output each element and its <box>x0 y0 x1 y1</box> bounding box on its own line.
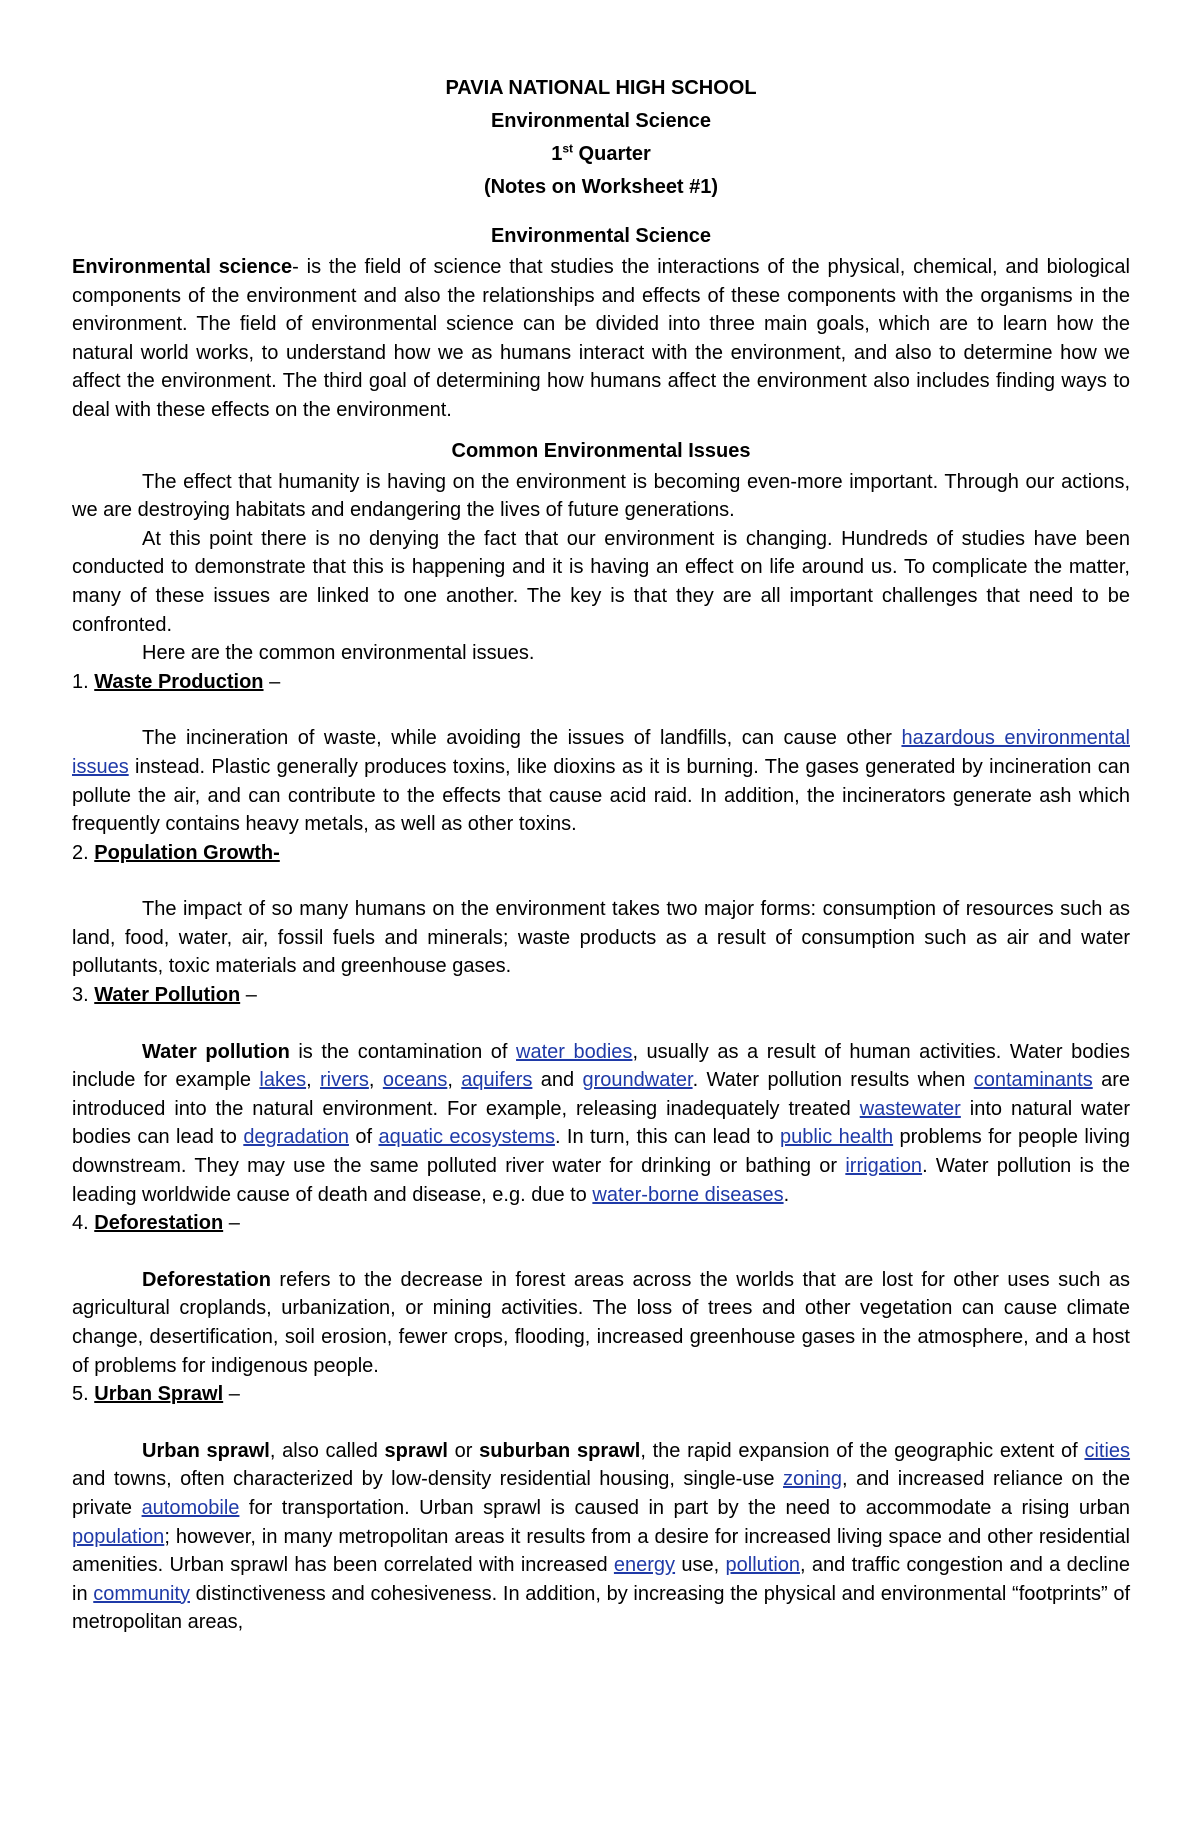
sprawl-text: , and increased reliance on the private <box>72 1468 1131 1519</box>
link-aquatic-ecosystems[interactable]: aquatic ecosystems <box>378 1126 555 1149</box>
waste-text-1: The incineration of waste, while avoiding the issues of landfills, can cause other <box>142 727 902 750</box>
issue-number: 5. <box>72 1383 89 1406</box>
link-cities[interactable]: cities <box>1084 1439 1131 1462</box>
water-text: , usually as a result of human activities. Water bodies include for example <box>72 1040 1131 1092</box>
document-header <box>72 72 1130 220</box>
notes-label: (Notes on Worksheet #1) <box>483 176 719 198</box>
issue-dash: – <box>223 1383 240 1406</box>
issues-paragraph-3: Here are the common environmental issues. <box>142 642 535 665</box>
quarter-label <box>72 138 1130 171</box>
water-text: , <box>306 1069 321 1092</box>
sprawl-term: sprawl <box>384 1439 448 1462</box>
link-water-borne-diseases[interactable]: water-borne diseases <box>592 1183 784 1206</box>
sprawl-text: , the rapid expansion of the geographic extent of <box>640 1439 1085 1462</box>
issue-heading-deforestation <box>72 1209 1130 1238</box>
quarter-suffix: st <box>562 141 573 156</box>
water-text: . In turn, this can lead to <box>554 1126 780 1149</box>
waste-paragraph <box>72 724 1130 838</box>
link-irrigation[interactable]: irrigation <box>845 1155 923 1178</box>
issue-title-water: Water Pollution <box>94 984 241 1007</box>
link-hazardous-environmental-issues[interactable]: hazardous environmental issues <box>72 727 1130 778</box>
water-text: . <box>783 1183 790 1206</box>
water-text: are introduced into the natural environment. For example, releasing inadequately treated <box>72 1069 1130 1120</box>
water-text: problems for people living downstream. They may use the same polluted river water for drinking or bathing or <box>72 1126 1130 1178</box>
issue-number: 1. <box>72 670 89 693</box>
link-contaminants[interactable]: contaminants <box>973 1069 1093 1092</box>
sprawl-text: distinctiveness and cohesiveness. In addition, by increasing the physical and environmental “footprints” of metropolitan areas, <box>72 1582 1130 1634</box>
waste-text-2: instead. Plastic generally produces toxins, like dioxins as it is burning. The gases generated by incineration can pollute the air, and can contribute to the effects that cause acid raid. In addition, the incinerators generate ash which frequently contains heavy metals, as well as other toxins. <box>72 755 1130 836</box>
water-text: into natural water bodies can lead to <box>72 1097 1130 1149</box>
link-population[interactable]: population <box>72 1525 165 1548</box>
sprawl-text: ; however, in many metropolitan areas it results from a desire for increased living space and other residential amenities. Urban sprawl has been correlated with increased <box>72 1525 1130 1577</box>
link-zoning[interactable]: zoning <box>783 1468 842 1491</box>
intro-paragraph <box>72 253 1130 425</box>
intro-text: - is the field of science that studies the interactions of the physical, chemical, and biological components of the environment and also the relationships and effects of these components with the organisms in the environment. The field of environmental science can be divided into three main goals, which are to learn how the natural world works, to understand how we as humans interact with the environment, and also to determine how we affect the environment. The third goal of determining how humans affect the environment also includes finding ways to deal with these effects on the environment. <box>72 256 1130 421</box>
quarter-number: 1 <box>551 143 563 165</box>
issue-title-waste: Waste Production <box>94 670 264 693</box>
link-community[interactable]: community <box>93 1582 190 1605</box>
issue-heading-water <box>72 981 1130 1010</box>
link-public-health[interactable]: public health <box>779 1126 894 1149</box>
deforestation-text: refers to the decrease in forest areas across the worlds that are lost for other uses such as agricultural croplands, urbanization, or mining activities. The loss of trees and other vegetation can cause climate change, desertification, soil erosion, fewer crops, flooding, increased greenhouse gases in the atmosphere, and a host of problems for indigenous people. <box>72 1268 1130 1377</box>
sprawl-text: or <box>447 1439 480 1462</box>
water-term: Water pollution <box>142 1040 290 1063</box>
link-automobile[interactable]: automobile <box>141 1496 240 1519</box>
issues-title: Common Environmental Issues <box>451 439 751 462</box>
sprawl-text: , and traffic congestion and a decline in <box>72 1554 1130 1605</box>
water-text: is the contamination of <box>289 1040 517 1063</box>
intro-title: Environmental Science <box>490 225 712 247</box>
link-water-bodies[interactable]: water bodies <box>516 1040 633 1063</box>
water-text: , <box>447 1069 462 1092</box>
issue-number: 4. <box>72 1212 89 1235</box>
sprawl-text: for transportation. Urban sprawl is caused in part by the need to accommodate a rising urban <box>239 1496 1131 1519</box>
issue-number: 3. <box>72 984 89 1007</box>
link-groundwater[interactable]: groundwater <box>582 1069 693 1092</box>
issue-dash: – <box>263 670 281 693</box>
link-pollution[interactable]: pollution <box>725 1554 801 1577</box>
link-lakes[interactable]: lakes <box>259 1069 307 1092</box>
population-paragraph: The impact of so many humans on the environment takes two major forms: consumption of resources such as land, food, water, air, fossil fuels and minerals; waste products as a result of consumption such as air and water pollutants, toxic materials and greenhouse gases. <box>72 898 1130 978</box>
water-paragraph <box>72 1038 1130 1210</box>
subject-title: Environmental Science <box>490 110 712 132</box>
issue-heading-population <box>72 839 1130 868</box>
water-text: . Water pollution is the leading worldwide cause of death and disease, e.g. due to <box>72 1155 1130 1206</box>
issues-paragraph-2: At this point there is no denying the fact that our environment is changing. Hundreds of studies have been conducted to demonstrate that this is happening and it is having an effect on life around us. To complicate the matter, many of these issues are linked to one another. The key is that they are all important challenges that need to be confronted. <box>72 527 1130 636</box>
link-rivers[interactable]: rivers <box>320 1069 369 1092</box>
water-text: of <box>348 1126 379 1149</box>
issue-heading-sprawl <box>72 1380 1130 1409</box>
sprawl-text: use, <box>675 1554 726 1577</box>
water-text: and <box>532 1069 583 1092</box>
link-degradation[interactable]: degradation <box>243 1126 349 1149</box>
link-energy[interactable]: energy <box>613 1554 676 1577</box>
quarter-word: Quarter <box>578 143 651 165</box>
link-aquifers[interactable]: aquifers <box>461 1069 533 1092</box>
water-text: . Water pollution results when <box>692 1069 974 1092</box>
issue-title-population: Population Growth- <box>94 841 280 864</box>
issue-number: 2. <box>72 841 89 864</box>
school-name: PAVIA NATIONAL HIGH SCHOOL <box>445 77 757 99</box>
sprawl-term: suburban sprawl <box>479 1439 641 1462</box>
sprawl-text: and towns, often characterized by low-density residential housing, single-use <box>72 1468 784 1491</box>
issue-dash: – <box>240 984 257 1007</box>
issue-dash: – <box>223 1212 240 1235</box>
intro-term: Environmental science <box>72 256 293 278</box>
issues-paragraph-1: The effect that humanity is having on the environment is becoming even-more important. Through our actions, we are destroying habitats and endangering the lives of future generations. <box>72 470 1130 522</box>
link-wastewater[interactable]: wastewater <box>859 1097 961 1120</box>
link-oceans[interactable]: oceans <box>382 1069 448 1092</box>
sprawl-term: Urban sprawl <box>142 1439 270 1462</box>
issue-title-deforestation: Deforestation <box>94 1212 224 1235</box>
sprawl-text: , also called <box>269 1439 385 1462</box>
sprawl-paragraph <box>72 1437 1130 1637</box>
water-text: , <box>368 1069 383 1092</box>
deforestation-term: Deforestation <box>142 1268 271 1291</box>
deforestation-paragraph <box>72 1266 1130 1380</box>
issue-title-sprawl: Urban Sprawl <box>94 1383 224 1406</box>
issue-heading-waste <box>72 668 1130 697</box>
